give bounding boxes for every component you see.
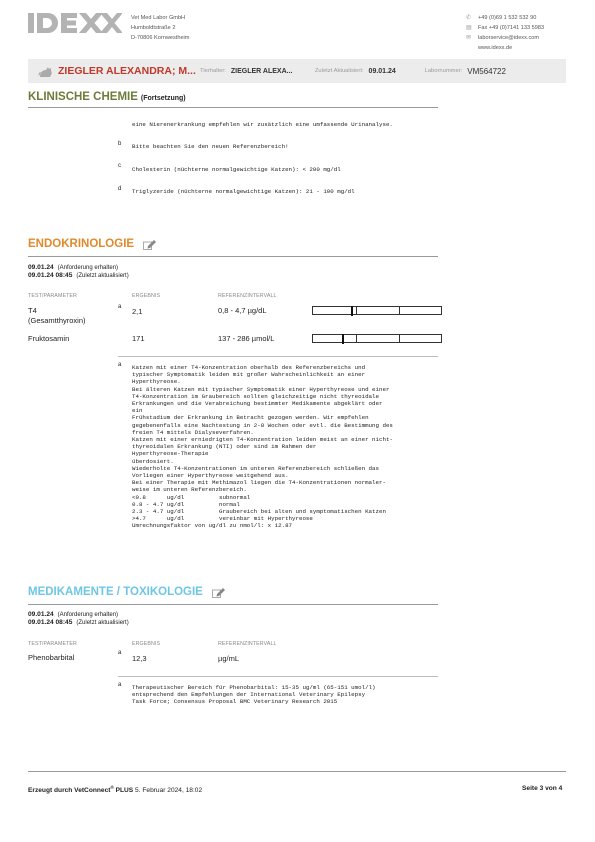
note-text: eine Nierenerkrankung empfehlen wir zusätzlich eine umfassende Urinanalyse. bbox=[132, 121, 393, 128]
phenobarbital-note: Therapeutischer Bereich für Phenobarbital: 15-35 ug/ml (65-151 umol/l) entsprechend den Empfehlungen der International Veterinary Epilepsy Task Force; Consensus Proposal BMC Veterinary Research 2015 bbox=[132, 684, 376, 706]
updated-datetime: 09.01.24 08:45 bbox=[28, 272, 73, 279]
received-date: 09.01.24 bbox=[28, 611, 54, 618]
reference-interval: 137 - 286 µmol/L bbox=[218, 334, 275, 343]
cat-icon bbox=[38, 64, 54, 78]
address-line: Humboldtstraße 2 bbox=[131, 25, 176, 31]
note-text: Cholesterin (nüchterne normalgewichtige Katzen): < 200 mg/dl bbox=[132, 166, 341, 173]
column-header-result: ERGEBNIS bbox=[132, 293, 161, 299]
lab-contact bbox=[466, 13, 544, 53]
received-date: 09.01.24 bbox=[28, 264, 54, 271]
footnote-mark: a bbox=[118, 362, 122, 368]
result-value: 2,1 bbox=[132, 307, 143, 316]
column-header-result: ERGEBNIS bbox=[132, 641, 161, 647]
updated-label: (Zuletzt aktualisiert) bbox=[76, 620, 129, 626]
phone-number[interactable]: +49 (0)69 1 532 532 90 bbox=[478, 15, 537, 21]
column-header-test: TEST/PARAMETER bbox=[28, 641, 77, 647]
column-header-reference: REFERENZINTERVALL bbox=[218, 641, 277, 647]
footnote-mark: c bbox=[118, 163, 121, 169]
result-gauge bbox=[312, 334, 442, 343]
edit-icon[interactable] bbox=[143, 239, 157, 250]
date-info bbox=[28, 611, 129, 627]
footnote-mark: b bbox=[118, 141, 122, 147]
updated-label: Zuletzt Aktualisiert: bbox=[314, 68, 364, 74]
result-gauge bbox=[312, 306, 442, 315]
received-label: (Anforderung erhalten) bbox=[57, 265, 119, 271]
date-info bbox=[28, 264, 129, 280]
edit-icon[interactable] bbox=[212, 587, 226, 598]
updated-label: (Zuletzt aktualisiert) bbox=[76, 273, 129, 279]
section-divider bbox=[28, 604, 438, 605]
note-text: Bitte beachten Sie den neuen Referenzbereich! bbox=[132, 143, 289, 150]
patient-name: ZIEGLER ALEXANDRA; M... bbox=[58, 65, 196, 77]
section-title-medikamente: MEDIKAMENTE / TOXIKOLOGIE bbox=[28, 586, 226, 598]
address-line: D-70806 Kornwestheim bbox=[131, 35, 190, 41]
lab-number: VM564722 bbox=[467, 66, 506, 76]
test-name-fruktosamin: Fruktosamin bbox=[28, 334, 70, 343]
note-divider bbox=[118, 356, 438, 357]
note-divider bbox=[118, 676, 438, 677]
footnote-mark: a bbox=[118, 304, 122, 310]
note-text: Triglyzeride (nüchterne normalgewichtige Katzen): 21 - 100 mg/dl bbox=[132, 188, 355, 195]
patient-bar bbox=[28, 59, 566, 83]
footnote-mark: a bbox=[118, 682, 122, 688]
idexx-logo bbox=[28, 12, 122, 34]
gauge-marker bbox=[351, 306, 353, 316]
gauge-marker bbox=[342, 334, 344, 344]
footnote-mark: a bbox=[118, 650, 122, 656]
footer-divider bbox=[28, 771, 566, 772]
test-name-phenobarbital: Phenobarbital bbox=[28, 653, 75, 662]
section-subtitle: (Fortsetzung) bbox=[140, 95, 186, 102]
lab-address bbox=[131, 13, 189, 43]
updated-datetime: 09.01.24 08:45 bbox=[28, 619, 73, 626]
column-header-reference: REFERENZINTERVALL bbox=[218, 293, 277, 299]
footer-generated: Erzeugt durch VetConnect® PLUS 5. Februar 2024, 18:02 bbox=[28, 785, 203, 795]
address-line: Vet Med Labor GmbH bbox=[131, 15, 186, 21]
footnote-mark: d bbox=[118, 186, 122, 192]
test-name-t4: T4 (Gesamtthyroxin) bbox=[28, 306, 86, 325]
email-link[interactable]: laborservice@idexx.com bbox=[478, 35, 540, 41]
mail-icon: ✉ bbox=[466, 35, 472, 41]
owner-name: ZIEGLER ALEXA... bbox=[230, 67, 293, 75]
section-title-klinische-chemie: KLINISCHE CHEMIE (Fortsetzung) bbox=[28, 91, 186, 103]
lab-number-label: Labornummer: bbox=[424, 68, 463, 74]
generated-date: 5. Februar 2024, 18:02 bbox=[135, 787, 203, 795]
page-number: Seite 3 von 4 bbox=[522, 785, 563, 792]
website-link[interactable]: www.idexx.de bbox=[478, 45, 513, 51]
fax-icon: ▤ bbox=[466, 25, 472, 31]
owner-label: Tierhalter: bbox=[200, 68, 226, 74]
reference-interval: 0,8 - 4,7 µg/dL bbox=[218, 306, 267, 315]
received-label: (Anforderung erhalten) bbox=[57, 612, 119, 618]
fax-number: Fax +49 (0)7141 133 5983 bbox=[478, 25, 545, 31]
column-header-test: TEST/PARAMETER bbox=[28, 293, 77, 299]
result-value: 171 bbox=[132, 334, 145, 343]
updated-date: 09.01.24 bbox=[368, 67, 396, 75]
section-divider bbox=[28, 107, 438, 108]
section-title-endokrinologie: ENDOKRINOLOGIE bbox=[28, 238, 157, 250]
section-divider bbox=[28, 256, 438, 257]
reference-unit: µg/mL bbox=[218, 654, 239, 663]
t4-interpretation-note: Katzen mit einer T4-Konzentration oberhalb des Referenzbereichs und typischer Symptomatik leiden mit großer Wahrscheinlichkeit an einer Hyperthyreose. Bei älteren Katzen mit typischer Symptomatik einer Hyperthyreose und einer T4-Konzentration im Graubereich sollten gleichzeitige nicht thyreoidale Erkrankungen und die Verabreichung bestimmter Medikamente abgeklärt oder ein Frühstadium der Erkrankung in Betracht gezogen werden. Wir empfehlen gegebenenfalls eine Nachtestung in 2-8 Wochen oder evtl. die Bestimmung des freien T4 mittels Dialyseverfahren. Katzen mit einer erniedrigten T4-Konzentration leiden meist an einer nicht- thyreoidalen Erkrankung (NTI) oder sind im Rahmen der Hyperthyreose-Therapie überdosiert. Wiederholte T4-Konzentrationen im unteren Referenzbereich schließen das Vorliegen einer Hyperthyreose weitgehend aus. Bei einer Therapie mit Methimazol liegen die T4-Konzentrationen normaler- weise im unteren Referenzbereich. <0.8 ug/dl subnormal 0.8 - 4.7 ug/dl normal 2.3 - 4.7 ug/dl Graubereich bei alten und symptomatischen Katzen >4.7 ug/dl vereinbar mit Hyperthyreose Umrechnungsfaktor von ug/dl zu nmol/l: x 12.87 bbox=[132, 364, 393, 530]
result-value: 12,3 bbox=[132, 654, 147, 663]
phone-icon: ✆ bbox=[466, 15, 472, 21]
